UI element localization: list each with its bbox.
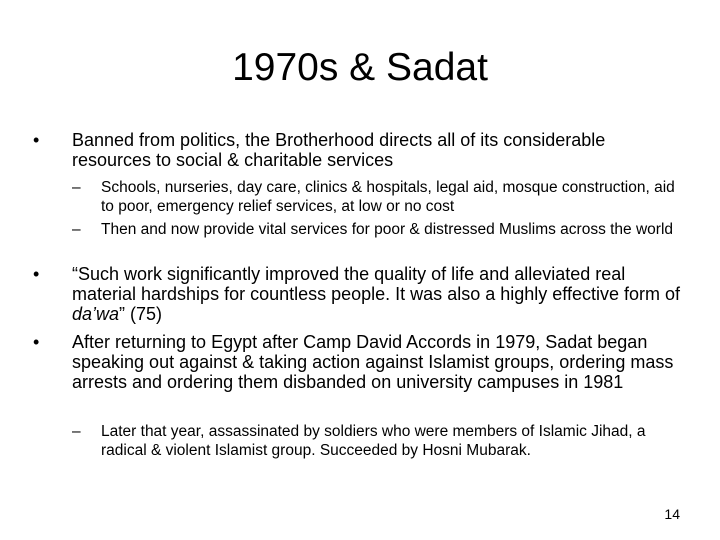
sub-bullet-item-3-1: [72, 422, 691, 460]
sub-bullet-text: Schools, nurseries, day care, clinics & hospitals, legal aid, mosque construction, aid to poor, emergency relief services, at low or no cost: [101, 179, 675, 215]
bullet-text: After returning to Egypt after Camp David Accords in 1979, Sadat began speaking out against & taking action against Islamist groups, ordering mass arrests and ordering them disbanded on university campuses in 1981: [72, 332, 674, 392]
bullet-item-2: [33, 264, 682, 324]
sub-bullet-item-1-2: [72, 220, 691, 239]
bullet-text-italic: da’wa: [72, 304, 120, 324]
slide-title: 1970s & Sadat: [232, 46, 488, 89]
sub-bullet-text: Then and now provide vital services for poor & distressed Muslims across the world: [101, 221, 674, 238]
bullet-item-1: [33, 130, 682, 170]
page-number: 14: [664, 506, 680, 522]
bullet-marker: •: [33, 264, 40, 284]
sub-bullet-marker: –: [72, 423, 81, 440]
bullet-marker: •: [33, 130, 40, 150]
sub-bullet-text: Later that year, assassinated by soldiers who were members of Islamic Jihad, a radical & violent Islamist group. Succeeded by Hosni Mubarak.: [101, 423, 646, 459]
bullet-text-before: “Such work significantly improved the quality of life and alleviated real material hardships for countless people. It was also a highly effective form of: [72, 264, 680, 304]
bullet-item-3: [33, 332, 682, 392]
bullet-text-after: ” (75): [119, 304, 163, 324]
bullet-marker: •: [33, 332, 40, 352]
sub-bullet-item-1-1: [72, 178, 691, 216]
sub-bullet-marker: –: [72, 179, 81, 196]
sub-bullet-marker: –: [72, 221, 81, 238]
bullet-text: Banned from politics, the Brotherhood directs all of its considerable resources to social & charitable services: [72, 130, 606, 170]
